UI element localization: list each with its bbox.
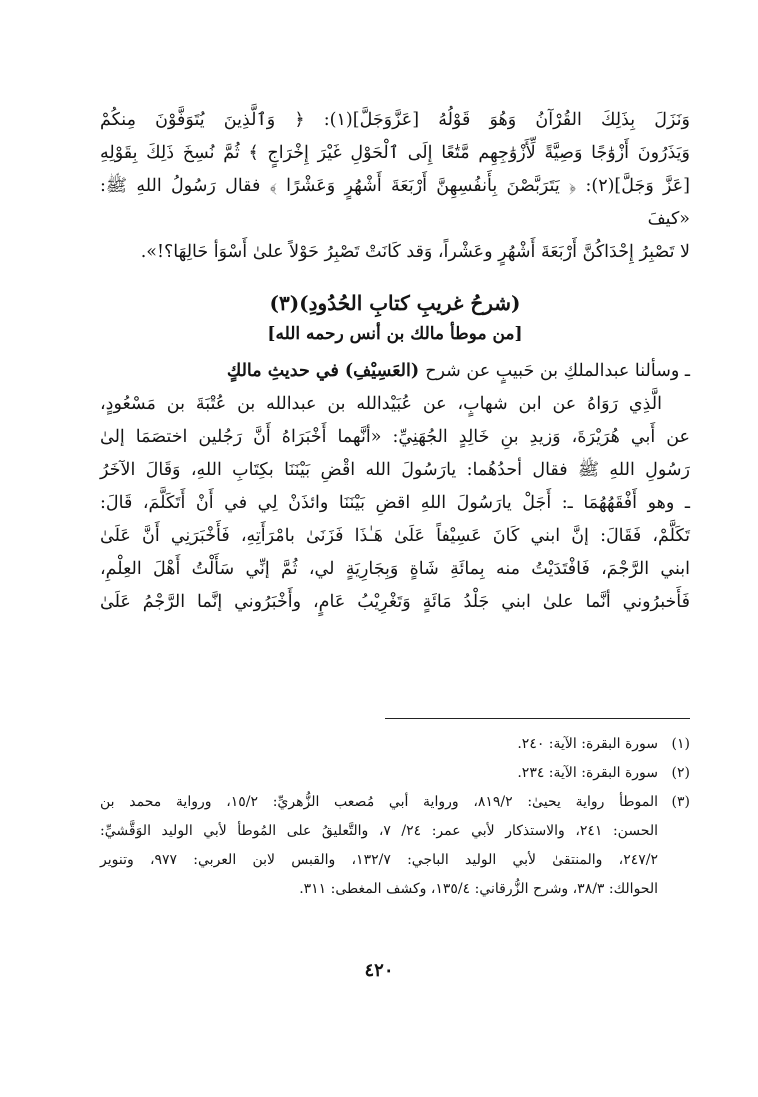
footnote	[100, 730, 690, 759]
text-line: ـ وهو أَفْقَهُهُمَا ـ: أَجَلْ يارَسُولَ اللهِ اقضِ بَيْنَنَا وائذَنْ لِي في أَنْ أَتَكَلَّمَ، قَالَ:	[100, 493, 690, 513]
footnote	[100, 788, 690, 904]
text-line: [عَزَّ وَجَلَّ](٢): ﴿ يَتَرَبَّصْنَ بِأَنفُسِهِنَّ أَرْبَعَةَ أَشْهُرٍ وَعَشْرًا ﴾ فقال رَسُولُ اللهِ ﷺ: «كيفَ	[100, 176, 690, 229]
question-topic: (العَسِيْفِ) في حديثِ مالكٍ	[226, 361, 420, 381]
footnote-line: سورة البقرة: الآية: ٢٣٤.	[517, 765, 658, 781]
page-number: ٤٢٠	[364, 960, 394, 981]
question-lead: ـ وسألنا عبدالملكِ بن حَبيبٍ عن شرح	[425, 361, 690, 381]
footnote-line: الحوالك: ٣٨/٣، وشرح الزُّرقاني: ١٣٥/٤، وكشف المغطى: ٣١١.	[299, 881, 658, 897]
footnote-body	[100, 730, 658, 759]
section-subtitle: [من موطأ مالك بن أنس رحمه الله]	[267, 324, 523, 344]
section-title: (شرحُ غريبِ كتابِ الحُدُودِ)(٣)	[269, 291, 521, 315]
footnote-separator	[385, 718, 690, 719]
paragraph-hadith	[100, 388, 690, 619]
text-line: عن أَبي هُرَيْرَةَ، وَزيدِ بنِ خَالِدٍ الجُهَنِيِّ: «أنَّهما أَخْبَرَاهُ أَنَّ رَجُلين اختصَمَا إلىٰ	[100, 427, 690, 447]
footnote-number: (١)	[671, 736, 690, 752]
footnote-line: الموطأ رواية يحيىٰ: ٨١٩/٢، ورواية أبي مُصعب الزُّهريِّ: ١٥/٢، ورواية محمد بن	[100, 794, 658, 810]
text-line: ابني الرَّجْمَ، فَافْتَدَيْتُ منه بِمائَةِ شَاةٍ وَبِجَارِيَةٍ لي، ثُمَّ إنِّي سَأَلْتُ أَهْلَ العِلْمِ،	[100, 559, 690, 579]
main-text	[100, 104, 690, 619]
text-line: تَكَلَّمْ، فَقَالَ: إنَّ ابني كَانَ عَسِيْفاً عَلَىٰ هَـٰذَا فَزَنَىٰ بامْرَأَتِهِ، فَأَخْبَرَنِي أَنَّ عَلَىٰ	[100, 526, 690, 546]
question-heading	[100, 355, 690, 388]
footnote-line: الحسن: ٢٤١، والاستذكار لأبي عمر: ٢٤/ ٧، والتَّعليقُ على المُوطأ لأبي الوليد الوَقَّشيِّ:	[100, 823, 658, 839]
footnotes	[100, 730, 690, 904]
text-line: فَأَخبرُوني أنَّما علىٰ ابني جَلْدُ مَائَةٍ وَتَغْرِيْبُ عَامٍ، وأَخْبَرُوني إنَّما الرَّجْمُ عَلَىٰ	[100, 592, 690, 612]
footnote-number: (٢)	[671, 765, 690, 781]
paragraph-quran-abrogation	[100, 104, 690, 269]
footnote-number: (٣)	[671, 794, 690, 810]
footnote-body	[100, 759, 658, 788]
footnote-body	[100, 788, 658, 904]
text-line: الَّذِي رَوَاهُ عن ابن شهابٍ، عن عُبَيْدالله بن عبدالله بن عُتْبَةَ بن مَسْعُودٍ،	[100, 394, 662, 414]
footnote-line: سورة البقرة: الآية: ٢٤٠.	[517, 736, 658, 752]
text-line: وَنَزَلَ بِذَلِكَ القُرْآنُ وَهُوَ قَوْلُهُ [عَزَّوَجَلَّ](١): ﴿ وَٱلَّذِينَ يُتَوَفَّوْنَ مِنكُمْ	[100, 110, 690, 130]
text-line: رَسُولِ اللهِ ﷺ فقال أحدُهُما: يارَسُولَ الله اقْضِ بَيْنَنَا بكِتَابِ اللهِ، وَقَالَ الآخَرُ	[100, 460, 690, 480]
footnote	[100, 759, 690, 788]
footnote-line: ٢٤٧/٢، والمنتقىٰ لأبي الوليد الباجي: ١٣٢/٧، والقبس لابن العربي: ٩٧٧، وتنوير	[100, 852, 658, 868]
text-line: لا تَصْبِرُ إِحْدَاكُنَّ أَرْبَعَةَ أَشْهُرٍ وعَشْراً، وَقد كَانَتْ تَصْبِرُ حَوْلاً علىٰ أَسْوَأ حَالِهَا؟!».	[140, 242, 690, 262]
text-line: وَيَذَرُونَ أَزْوَٰجًا وَصِيَّةً لِّأَزْوَٰجِهِم مَّتَٰعًا إِلَى ٱلْحَوْلِ غَيْرَ إِخْرَاجٍ ﴾ ثُمَّ نُسِخَ ذَلِكَ بِقَوْلِهِ	[100, 143, 690, 163]
